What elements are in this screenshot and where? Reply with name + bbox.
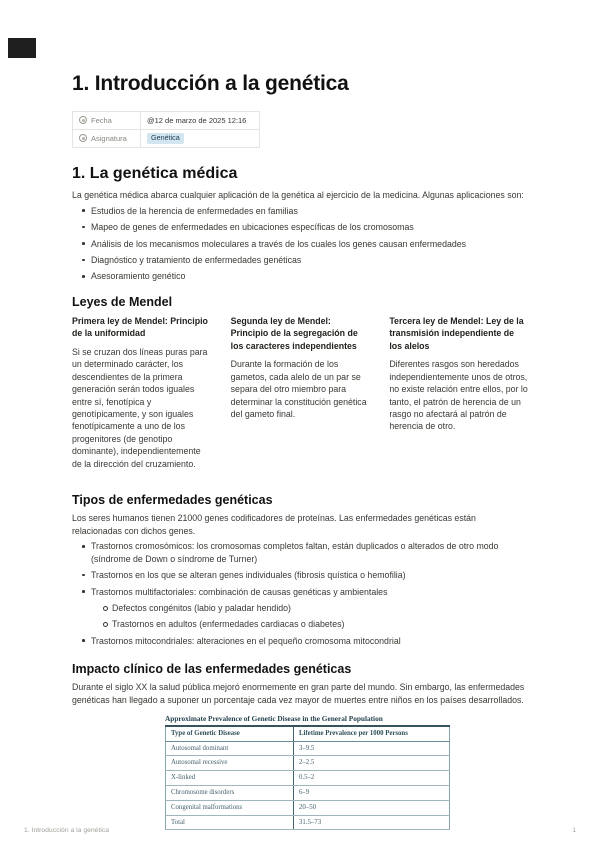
list-item: Diagnóstico y tratamiento de enfermedades genéticas (82, 254, 528, 266)
table-cell: 20–50 (294, 800, 450, 815)
table-header-row (166, 727, 450, 741)
properties-table (72, 111, 260, 148)
section-impacto (72, 661, 528, 830)
table-row (166, 771, 450, 786)
footer-title: 1. Introducción a la genética (24, 827, 110, 834)
property-label: Fecha (91, 116, 112, 126)
list-item: Estudios de la herencia de enfermedades en familias (82, 205, 528, 217)
section1-bullet-list (72, 205, 528, 283)
dark-corner-tab (8, 38, 36, 58)
table-row (166, 741, 450, 756)
heading-tipos-enfermedades: Tipos de enfermedades genéticas (72, 492, 273, 507)
table-cell: Total (166, 815, 294, 830)
section1-intro: La genética médica abarca cualquier aplicación de la genética al ejercicio de la medicina. Algunas aplicaciones son: (72, 190, 524, 201)
table-cell: 0.5–2 (294, 771, 450, 786)
mendel-columns (72, 315, 528, 470)
column-body: Diferentes rasgos son heredados independientemente unos de otros, no existe relación entre ellos, por lo tanto, el patrón de herencia de un rasgo no afectará al patrón de herencia de otro. (389, 359, 528, 432)
sub-list-item: Defectos congénitos (labio y paladar hendido) (103, 602, 528, 614)
prevalence-table-title: Approximate Prevalence of Genetic Disease in the General Population (165, 713, 383, 723)
table-row (166, 786, 450, 801)
table-cell: Congenital malformations (166, 800, 294, 815)
table-cell: Autosomal dominant (166, 741, 294, 756)
impacto-intro: Durante el siglo XX la salud pública mejoró enormemente en gran parte del mundo. Sin embargo, las enfermedades genéticas han llegado a suponer un porcentaje cada vez mayor de muertes entre niños en los países desarrollados. (72, 682, 525, 706)
table-cell: 2–2.5 (294, 756, 450, 771)
table-cell: 3–9.5 (294, 741, 450, 756)
footer-page-number: 1 (572, 827, 576, 834)
list-item: Trastornos cromosómicos: los cromosomas completos faltan, están duplicados o alterados de otro modo (síndrome de Down o síndrome de Turner) (82, 540, 528, 565)
tipos-sub-list (91, 602, 528, 631)
list-item: Asesoramiento genético (82, 270, 528, 282)
tipos-intro: Los seres humanos tienen 21000 genes codificadores de proteínas. Las enfermedades genéticas están relacionadas con dichos genes. (72, 513, 476, 536)
mendel-column-1 (72, 315, 211, 470)
heading-leyes-de-mendel: Leyes de Mendel (72, 294, 173, 309)
page-title: 1. Introducción a la genética (72, 72, 349, 95)
list-icon (79, 134, 87, 142)
property-row-fecha (73, 112, 260, 130)
table-cell: 6–9 (294, 786, 450, 801)
heading-impacto-clinico: Impacto clínico de las enfermedades genéticas (72, 662, 352, 677)
list-item: Mapeo de genes de enfermedades en ubicaciones específicas de los cromosomas (82, 221, 528, 233)
prevalence-table-figure (165, 714, 450, 831)
table-cell: Chromosome disorders (166, 786, 294, 801)
mendel-column-3 (389, 315, 528, 470)
column-body: Si se cruzan dos líneas puras para un determinado carácter, los descendientes de la primera generación serán todos iguales entre sí, fenotípica y genotípicamente, y son iguales fenotípicamente a uno de los progenitores (de genotipo dominante), independientemente de la dirección del cruzamiento. (72, 346, 208, 469)
column-header: Type of Genetic Disease (166, 727, 294, 741)
tipos-bullet-list (72, 540, 528, 647)
prevalence-table (165, 727, 450, 831)
section-tipos (72, 492, 528, 647)
subject-tag: Genética (147, 133, 184, 144)
list-item: Trastornos mitocondriales: alteraciones en el pequeño cromosoma mitocondrial (82, 635, 528, 647)
clock-icon (79, 116, 87, 124)
table-cell: X-linked (166, 771, 294, 786)
mendel-column-2 (231, 315, 370, 470)
sub-list-item: Trastornos en adultos (enfermedades cardiacas o diabetes) (103, 618, 528, 630)
column-title: Segunda ley de Mendel: Principio de la segregación de los caracteres independientes (230, 316, 358, 351)
list-item: Análisis de los mecanismos moleculares a través de los cuales los genes causan enfermedades (82, 238, 528, 250)
column-title: Primera ley de Mendel: Principio de la uniformidad (72, 316, 208, 339)
table-row (166, 800, 450, 815)
page-footer (0, 827, 600, 834)
list-item (82, 586, 528, 631)
column-body: Durante la formación de los gametos, cada alelo de un par se separa del otro miembro para determinar la constitución genética del gameto final. (230, 359, 367, 419)
table-cell: 31.5–73 (294, 815, 450, 830)
property-value-fecha: @12 de marzo de 2025 12:16 (141, 112, 260, 130)
table-cell: Autosomal recessive (166, 756, 294, 771)
list-item-text: Trastornos multifactoriales: combinación de causas genéticas y ambientales (91, 586, 388, 597)
list-item: Trastornos en los que se alteran genes individuales (fibrosis quística o hemofilia) (82, 569, 528, 581)
property-row-asignatura (73, 130, 260, 148)
property-label: Asignatura (91, 134, 127, 144)
column-title: Tercera ley de Mendel: Ley de la transmisión independiente de los alelos (389, 316, 524, 351)
section-heading-genetica-medica: 1. La genética médica (72, 165, 238, 183)
table-row (166, 756, 450, 771)
column-header: Lifetime Prevalence per 1000 Persons (294, 727, 450, 741)
